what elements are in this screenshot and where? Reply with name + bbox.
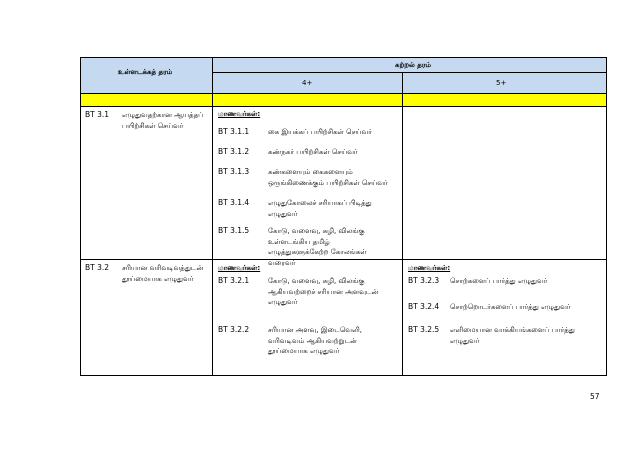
table-border-bottom: [80, 375, 607, 376]
learning-standard-code: BT 3.1.5: [218, 226, 250, 235]
header-learning-standard: கற்றல் தரம்: [395, 61, 432, 69]
learning-standard-text: சொற்களைப் பார்த்து எழுதுவர்: [450, 277, 548, 285]
learning-standard-text: எளிமையான வாக்கியங்களைப் பார்த்து எழுதுவர்: [450, 326, 575, 345]
learning-standard-code: BT 3.2.1: [218, 276, 250, 285]
page-number: 57: [590, 392, 600, 401]
learning-standard-code: BT 3.1.4: [218, 198, 250, 207]
content-standard-code: BT 3.1: [85, 110, 110, 119]
learning-standard-text: கோடு, வளைவு, சுழி, விலங்கு உள்ளடங்கிய தமிழ் எழுத்துகளுக்கேற்ற கோலங்கள் வரைவர்: [268, 227, 367, 267]
header-content-standard: உள்ளடக்கத் தரம்: [118, 68, 173, 76]
content-standard-code: BT 3.2: [85, 263, 110, 272]
column-divider-1: [212, 57, 213, 376]
learning-standard-code: BT 3.1.3: [218, 167, 250, 176]
learning-standard-code: BT 3.2.2: [218, 325, 250, 334]
learning-standard-code: BT 3.2.3: [408, 276, 440, 285]
header-year5: 5+: [496, 79, 507, 87]
learning-standard-text: கண்நகர் பயிற்சிகள் செய்வர்: [268, 148, 358, 156]
pupils-label: மாணவர்கள்:: [218, 110, 261, 118]
learning-standard-text: கோடு, வளைவு, சுழி, விலங்கு ஆகியவற்றைச் சரியான அளவுடன் எழுதுவர்: [268, 277, 379, 306]
learning-standard-text: எழுதுகோலைச் சரியாகப் பிடித்து எழுதுவர்: [268, 199, 372, 218]
header-mid-line: [213, 72, 607, 73]
table-border-right: [606, 57, 607, 376]
pupils-label-year4: மாணவர்கள்:: [218, 264, 261, 272]
content-standard-text: எழுதுவதற்கான ஆயத்தப் பயிற்சிகள் செய்வர்: [122, 111, 204, 130]
header-year4: 4+: [302, 79, 313, 87]
table-border-left: [80, 57, 81, 376]
pupils-label-year5: மாணவர்கள்:: [408, 264, 451, 272]
learning-standard-text: சரியான அளவு, இடைவெளி, வரிவடிவம் ஆகியவற்றுடன் தூய்மையாக எழுதுவர்: [268, 326, 362, 355]
learning-standard-code: BT 3.2.5: [408, 325, 440, 334]
learning-standard-text: கை இயக்கப் பயிற்சிகள் செய்வர்: [268, 128, 372, 136]
column-divider-2: [402, 72, 403, 376]
learning-standard-code: BT 3.1.2: [218, 147, 250, 156]
learning-standard-code: BT 3.2.4: [408, 302, 440, 311]
learning-standard-text: கண்களையும் கைகளையும் ஒருங்கிணைக்கும் பயிற்சிகள் செய்வர்: [268, 168, 388, 187]
content-standard-text: சரியான வரிவடிவத்துடன் தூய்மையாக எழுதுவர்: [122, 264, 204, 283]
table-border-top: [80, 57, 607, 58]
band-bottom-line: [80, 106, 607, 107]
learning-standard-text: சொற்றொடர்களைப் பார்த்து எழுதுவர்: [450, 303, 571, 311]
learning-standard-code: BT 3.1.1: [218, 127, 250, 136]
highlight-band: [80, 93, 606, 106]
header-bottom-line: [80, 93, 607, 94]
